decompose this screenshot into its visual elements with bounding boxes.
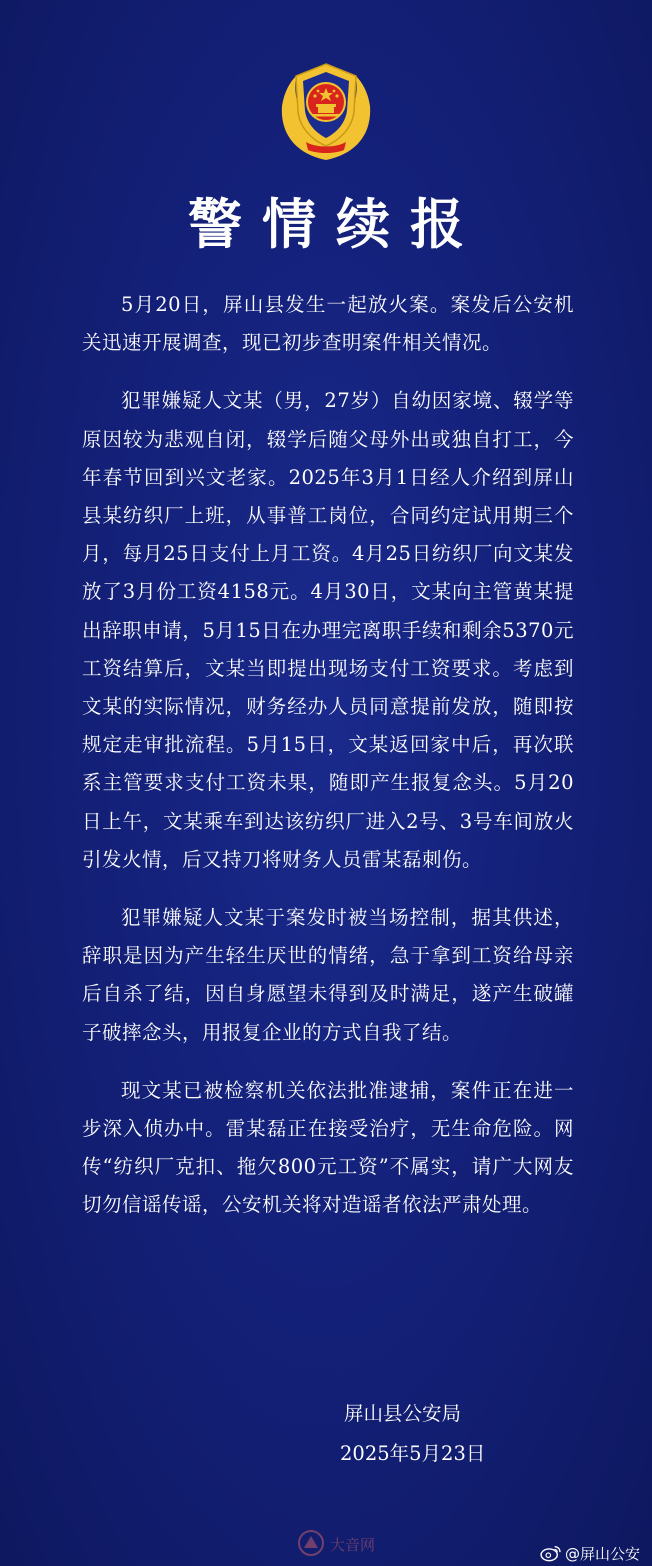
paragraph-suspect-background: 犯罪嫌疑人文某（男，27岁）自幼因家境、辍学等原因较为悲观自闭，辍学后随父母外出或独自打工，今年春节回到兴文老家。2025年3月1日经人介绍到屏山县某纺织厂上班，从事普工岗位，合同约定试用期三个月，每月25日支付上月工资。4月25日纺织厂向文某发放了3月份工资4158元。4月30日，文某向主管黄某提出辞职申请，5月15日在办理完离职手续和剩余5370元工资结算后，文某当即提出现场支付工资要求。考虑到文某的实际情况，财务经办人员同意提前发放，随即按规定走审批流程。5月15日，文某返回家中后，再次联系主管要求支付工资未果，随即产生报复念头。5月20日上午，文某乘车到达该纺织厂进入2号、3号车间放火引发火情，后又持刀将财务人员雷某磊刺伤。 — [82, 389, 574, 871]
police-emblem-icon — [276, 56, 376, 164]
site-watermark — [296, 1528, 386, 1562]
weibo-icon — [540, 1544, 562, 1562]
weibo-attribution[interactable] — [540, 1540, 640, 1566]
paragraph-confession: 犯罪嫌疑人文某于案发时被当场控制，据其供述，辞职是因为产生轻生厌世的情绪，急于拿到工资给母亲后自杀了结，因自身愿望未得到及时满足，遂产生破罐子破摔念头，用报复企业的方式自我了结。 — [82, 906, 574, 1044]
weibo-handle[interactable]: @屏山公安 — [565, 1544, 641, 1563]
paragraph-status: 现文某已被检察机关依法批准逮捕，案件正在进一步深入侦办中。雷某磊正在接受治疗，无生命危险。网传“纺织厂克扣、拖欠800元工资”不属实，请广大网友切勿信谣传谣，公安机关将对造谣者依法严肃处理。 — [82, 1078, 574, 1217]
issuing-organization: 屏山县公安局 — [344, 1402, 462, 1425]
signature-block — [340, 1394, 560, 1474]
document-title: 警情续报 — [188, 193, 484, 256]
notice-body — [82, 286, 574, 1245]
watermark-logo-icon — [296, 1528, 326, 1558]
issue-date: 2025年5月23日 — [340, 1442, 486, 1465]
watermark-text: 大音网 — [330, 1536, 376, 1554]
paragraph-incident: 5月20日，屏山县发生一起放火案。案发后公安机关迅速开展调查，现已初步查明案件相关情况。 — [82, 293, 574, 355]
